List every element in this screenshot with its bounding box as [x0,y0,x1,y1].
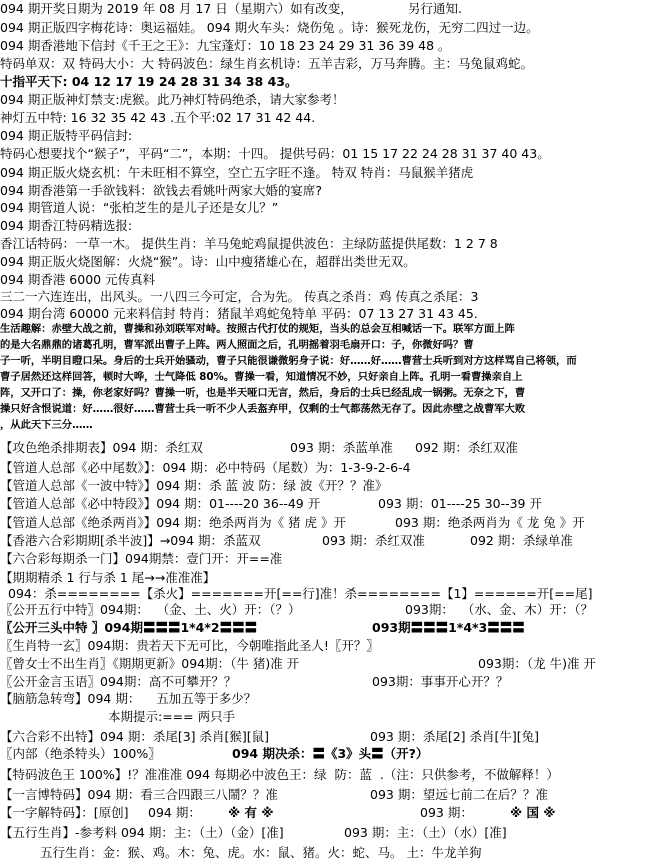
kill-door-text: 【六合彩每期杀一门】094期禁：壹门开：开==准 [0,551,283,566]
pipe-man-quote-line [0,199,670,216]
code-range-094: 【管道人总部《必中特段》】094 期：01----20 36--49 开 [0,496,321,511]
one-char-093-label: 093 期： [420,805,473,820]
ten-fingers-text: 十指平天下: 04 12 17 19 24 28 31 34 38 43。 [0,74,298,89]
story-line [0,370,670,384]
two-zodiac-kill-094: 【管道人总部《绝杀两肖》】094 期：绝杀两肖为《 猪 虎 》开 [0,515,347,530]
teaser-hint-line [0,708,670,725]
fire-mystery-line [0,164,670,181]
ms-zeng-093: 093期：（龙 牛)准 开 [478,656,596,671]
xiangjiang-title [0,217,670,234]
lamp-numbers-line [0,109,670,126]
first-hand-line [0,182,670,199]
row-tail-kill-title-text: 【期期精杀 1 行与杀 1 尾→→准准准】 [0,570,216,585]
one-char-093-value: ※ 国 ※ [510,805,556,820]
zodiac-riddle-line [0,637,670,654]
golden-words-094: 〖公开金言玉语〗094期：高不可攀开？？ [0,674,237,689]
two-zodiac-kill-line [0,514,670,531]
one-char-line [0,804,670,821]
three-heads-093: 093期〓〓〓1*4*3〓〓〓 [372,620,525,635]
half-wave-kill-093: 093 期：杀红双准 [322,533,425,548]
color-kill-line [0,439,670,456]
one-phrase-094: 【一言博特码】094 期：看三合四跟三八鬧？？准 [0,787,278,802]
taiwan-envelope-line [0,305,670,322]
teaser-hint-text: 本期提示:=== 两只手 [108,709,236,724]
story-line [0,338,670,352]
story-text: 阵，又开口了：操，你老家好吗？曹操一听，也是半天哑口无言，然后，身后的士兵已经乱成一锅粥。无奈之下，曹 [0,387,526,399]
fire-diagram-text: 094 期正版火烧图解：火烧“猴”。诗：山中瘦猪雄心在，超群出类世无双。 [0,254,416,269]
one-char-094-value: ※ 有 ※ [228,805,274,820]
draw-date-text: 094 期开奖日期为 2019 年 08 月 17 日（星期六）如有改变， [0,1,353,16]
five-element-zodiac-094: 【五行生肖】-参考料 094 期：主：（土）（金）[准] [0,825,284,840]
two-zodiac-kill-093: 093 期：绝杀两肖为《 龙 兔 》开 [395,515,585,530]
five-element-zodiac-093: 093 期：主：（土）（水）[准] [344,825,507,840]
five-elements-line [0,601,670,618]
code-range-line [0,495,670,512]
story-text: 子一听，半明目瞪口呆。身后的士兵开始骚动，曹子只能很谦微躬身子说：好……好……曹营士兵听到对方这样骂自己将领，而 [0,355,577,367]
color-kill-093: 093 期：杀蓝单准 [290,440,393,455]
flat-code-hint-line [0,145,670,162]
fax-title [0,271,670,288]
draw-date-line [0,0,670,17]
three-heads-094: 〖公开三头中特 〗094期〓〓〓1*4*2〓〓〓 [0,620,258,635]
tail-number-text: 【管道人总部《必中尾数》】：094 期：必中特码（尾数）为：1-3-9-2-6-4 [0,460,411,475]
fax-details-text: 三二一六连连出，出风头。一八四三今可定，合为先。 传真之杀肖：鸡 传真之杀尾：3 [0,289,479,304]
fax-details-line [0,288,670,305]
story-text: ，从此天下三分…… [0,419,93,431]
inner-head-kill-label: 〖内部（绝杀特头）100%〗 [0,746,161,761]
odd-even-size-text: 特码单双：双 特码大小：大 特码波色：绿生肖玄机诗：五羊吉彩，万马奔腾。主：马兔鼠鸡蛇。 [0,56,533,71]
golden-words-line [0,673,670,690]
one-phrase-093: 093 期：望远七前二在后？？准 [370,787,548,802]
fax-title-text: 094 期香港 6000 元传真料 [0,272,156,287]
row-tail-kill-line [0,585,670,602]
plum-poem-line [0,19,670,36]
one-phrase-line [0,786,670,803]
row-tail-kill-title [0,569,670,586]
story-text: 操只好含恨说道：好……很好……曹营士兵一听不少人丢盔弃甲，仅剩的士气都荡然无存了。因此赤壁之战曹军大败 [0,403,526,415]
xiangjiang-details-text: 香江话特码：一草一木。 提供生肖：羊马兔蛇鸡鼠提供波色：主绿防蓝提供尾数：1 2 7 8 [0,236,498,251]
fire-mystery-text: 094 期正版火烧玄机：午未旺相不算空，空亡五字旺不逢。 特双 特肖：马鼠猴羊猪虎 [0,165,474,180]
story-text: 生活趣解：赤壁大战之前，曹操和孙刘联军对峙。按照古代打仗的规矩，当头的总会互相喊话一下。联军方面上阵 [0,323,515,335]
story-line [0,418,670,432]
brain-teaser-line [0,690,670,707]
brain-teaser-text: 【脑筋急转弯】094 期： 五加五等于多少？ [0,691,257,706]
pipe-man-quote-text: 094 期管道人说：“张柏芝生的是儿子还是女儿？” [0,200,279,215]
taiwan-envelope-text: 094 期台湾 60000 元来料信封 特肖：猪鼠羊鸡蛇兔特单 平码：07 13 27 31 43 45. [0,306,478,321]
half-wave-kill-092: 092 期：杀绿单准 [470,533,573,548]
envelope-text: 094 期香港地下信封《千王之王》：九宝蓬灯：10 18 23 24 29 31 36 39 48 。 [0,38,451,53]
code-range-093: 093 期：01----25 30--39 开 [378,496,542,511]
flat-code-envelope-title [0,127,670,144]
ms-zeng-094: 〖曾女士不出生肖〗《期期更新》094期：（牛 猪)准 开 [0,656,300,671]
xiangjiang-details-line [0,235,670,252]
lamp-ban-text: 094 期正版神灯禁支:虎猴。此乃神灯特码绝杀，请大家参考！ [0,92,345,107]
flat-code-hint-text: 特码心想要找个“猴子”，平码“二”，本期：十四。 提供号码：01 15 17 22 24 28 31 37 40 43。 [0,146,550,161]
inner-head-kill-value: 094 期决杀：〓《3》头〓（开?） [232,746,429,761]
color-kill-092: 092 期：杀红双准 [415,440,518,455]
no-show-line [0,728,670,745]
story-line [0,386,670,400]
envelope-line [0,37,670,54]
lamp-ban-line [0,91,670,108]
plum-poem-text: 094 期正版四字梅花诗：奥运福娃。 094 期火车头：烧伤兔 。诗：猴死龙伤，无穷二四过一边。 [0,20,539,35]
half-wave-kill-line [0,532,670,549]
zodiac-riddle-text: 〖生肖特一玄〗094期：贵若天下无可比，今朝唯指此圣人!〖开？〗 [0,638,379,653]
five-elements-093: 093期： （水、金、木）开：（？ [405,602,594,617]
story-line [0,354,670,368]
xiangjiang-title-text: 094 期香江特码精选报: [0,218,133,233]
kill-door-line [0,550,670,567]
tail-number-line [0,459,670,476]
half-wave-kill-094: 【香港六合彩期期[杀半波]】→094 期：杀蓝双 [0,533,261,548]
odd-even-size-line [0,55,670,72]
first-hand-text: 094 期香港第一手欲钱料：欲钱去看姚叶两家大婚的宴席? [0,183,322,198]
color-kill-094: 【攻色绝杀排期表】094 期：杀红双 [0,440,203,455]
single-wave-line [0,477,670,494]
lamp-numbers-text: 神灯五中特: 16 32 35 42 43 .五个平:02 17 31 42 44. [0,110,316,125]
one-char-label: 【一字解特码】：[原创] [0,805,129,820]
ten-fingers-line [0,73,670,90]
no-show-094: 【六合彩不出特】094 期：杀尾[3] 杀肖[猴][鼠] [0,729,270,744]
one-char-094-label: 094 期： [148,805,201,820]
no-show-093: 093 期：杀尾[2] 杀肖[牛][兔] [370,729,540,744]
fire-diagram-line [0,253,670,270]
five-element-zodiac-list-text: 五行生肖：金：猴、鸡。木：兔、虎。水：鼠、猪。火：蛇、马。 土：牛龙羊狗 [40,845,482,860]
story-text: 曹子居然还这样回答，顿时大哗，士气降低 80%。曹操一看，知道情况不妙，只好亲自上阵。孔明一看曹操亲自上 [0,371,523,383]
wave-king-text: 【特码波色王 100%】!？准准准 094 每期必中波色王：绿 防：蓝 .（注：只供参考，不做解释！） [0,767,559,782]
single-wave-text: 【管道人总部《一波中特》】094 期：杀 蓝 波 防：绿 波《开？？准》 [0,478,388,493]
change-notice-text: 另行通知. [408,1,462,16]
five-element-zodiac-line [0,824,670,841]
row-tail-kill-text: 094：杀========【杀火】=======开[==行]准！杀========【1】======开[==尾] [8,586,593,601]
five-element-zodiac-list [0,844,670,861]
five-elements-094: 〖公开五行中特〗094期： （金、土、火）开：（？） [0,602,301,617]
flat-code-envelope-text: 094 期正版特平码信封: [0,128,133,143]
wave-king-line [0,766,670,783]
inner-head-kill-line [0,745,670,762]
story-line [0,322,670,336]
story-text: 的是大名鼎鼎的诸葛孔明，曹军派出曹子上阵。两人照面之后，孔明摇着羽毛扇开口：子，你微好吗？曹 [0,339,474,351]
golden-words-093: 093期：事事开心开？？ [372,674,509,689]
three-heads-line [0,619,670,636]
ms-zeng-line [0,655,670,672]
story-line [0,402,670,416]
